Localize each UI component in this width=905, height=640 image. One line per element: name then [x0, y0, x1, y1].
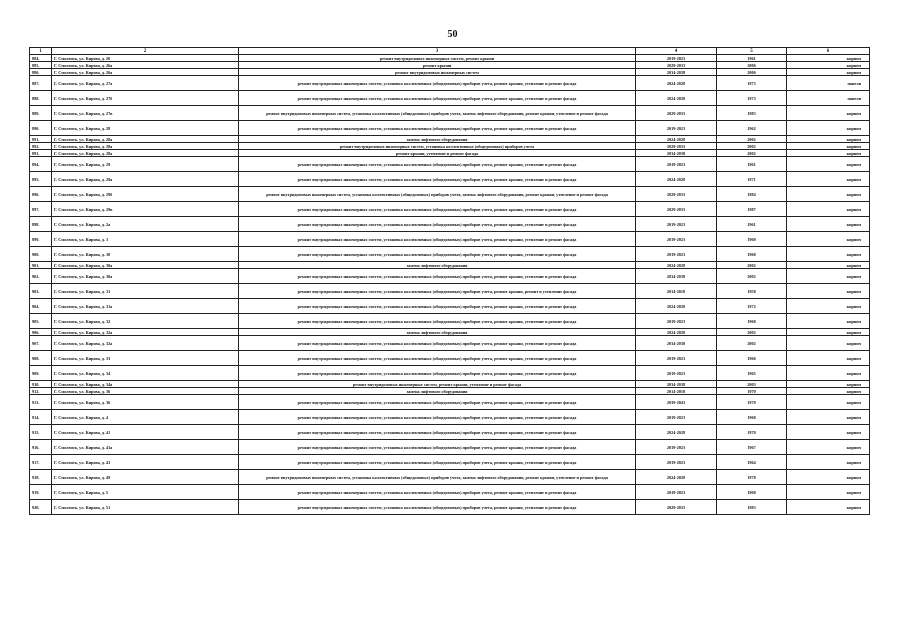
register-body	[30, 55, 870, 515]
row-build-year: 1960	[717, 314, 787, 329]
table-row	[30, 232, 870, 247]
row-wall-material: кирпич	[787, 106, 870, 121]
table-row	[30, 106, 870, 121]
table-row	[30, 284, 870, 299]
row-wall-material: кирпич	[787, 150, 870, 157]
row-address: Г. Смоленск, ул. Кирова, д. 28а	[52, 136, 239, 143]
table-row	[30, 262, 870, 269]
row-wall-material: кирпич	[787, 366, 870, 381]
row-period: 2019-2023	[636, 314, 717, 329]
row-address: Г. Смоленск, ул. Кирова, д. 26а	[52, 69, 239, 76]
row-work-types: ремонт внутридомовых инженерных систем, установка коллективных (общедомовых) приборов учета, ремонт крыши, утепление и ремонт фасада	[239, 425, 636, 440]
row-build-year: 1962	[717, 121, 787, 136]
table-row	[30, 62, 870, 69]
row-period: 2019-2023	[636, 247, 717, 262]
row-build-year: 2002	[717, 336, 787, 351]
table-row	[30, 269, 870, 284]
table-row	[30, 440, 870, 455]
row-number: 903.	[30, 284, 52, 299]
row-wall-material: кирпич	[787, 388, 870, 395]
row-build-year: 1958	[717, 284, 787, 299]
row-work-types: замена лифтового оборудования	[239, 388, 636, 395]
row-number: 904.	[30, 299, 52, 314]
row-build-year: 1983	[717, 500, 787, 515]
table-row	[30, 455, 870, 470]
row-wall-material: кирпич	[787, 232, 870, 247]
row-period: 2019-2023	[636, 55, 717, 62]
table-row	[30, 217, 870, 232]
column-header: 6	[787, 48, 870, 55]
row-wall-material: кирпич	[787, 500, 870, 515]
row-period: 2034-2038	[636, 150, 717, 157]
row-number: 895.	[30, 172, 52, 187]
row-number: 914.	[30, 410, 52, 425]
row-number: 887.	[30, 76, 52, 91]
row-period: 2024-2028	[636, 470, 717, 485]
row-work-types: ремонт внутридомовых инженерных систем, ремонт крыши, утепление и ремонт фасада	[239, 381, 636, 388]
row-wall-material: кирпич	[787, 269, 870, 284]
row-wall-material: кирпич	[787, 440, 870, 455]
row-build-year: 1987	[717, 202, 787, 217]
row-period: 2019-2023	[636, 410, 717, 425]
row-address: Г. Смоленск, ул. Кирова, д. 27в	[52, 106, 239, 121]
row-build-year: 1961	[717, 55, 787, 62]
register-table	[29, 47, 870, 515]
row-build-year: 1967	[717, 440, 787, 455]
row-period: 2019-2023	[636, 232, 717, 247]
table-row	[30, 395, 870, 410]
row-wall-material: кирпич	[787, 69, 870, 76]
row-period: 2019-2023	[636, 485, 717, 500]
row-number: 900.	[30, 247, 52, 262]
row-work-types: ремонт внутридомовых инженерных систем, установка коллективных (общедомовых) приборов учета, ремонт крыши, утепление и ремонт фасада	[239, 485, 636, 500]
row-period: 2029-2033	[636, 500, 717, 515]
row-address: Г. Смоленск, ул. Кирова, д. 36	[52, 388, 239, 395]
column-header: 3	[239, 48, 636, 55]
table-row	[30, 55, 870, 62]
row-build-year: 1973	[717, 76, 787, 91]
row-address: Г. Смоленск, ул. Кирова, д. 29в	[52, 202, 239, 217]
row-period: 2019-2023	[636, 440, 717, 455]
row-work-types: ремонт внутридомовых инженерных систем, ремонт крыши	[239, 55, 636, 62]
row-number: 899.	[30, 232, 52, 247]
row-number: 890.	[30, 121, 52, 136]
row-build-year: 1966	[717, 351, 787, 366]
row-number: 885.	[30, 62, 52, 69]
row-work-types: ремонт внутридомовых инженерных систем, установка коллективных (общедомовых) приборов учета, ремонт крыши, утепление и ремонт фасада	[239, 76, 636, 91]
row-work-types: ремонт внутридомовых инженерных систем, установка коллективных (общедомовых) приборов учета, замена лифтового оборудования, ремонт крыши, утепление и ремонт фасада	[239, 470, 636, 485]
row-wall-material: кирпич	[787, 381, 870, 388]
row-work-types: ремонт внутридомовых инженерных систем, установка коллективных (общедомовых) приборов учета, ремонт крыши, утепление и ремонт фасада	[239, 410, 636, 425]
row-number: 892.	[30, 143, 52, 150]
row-period: 2024-2028	[636, 91, 717, 106]
row-address: Г. Смоленск, ул. Кирова, д. 5	[52, 485, 239, 500]
row-wall-material: кирпич	[787, 262, 870, 269]
table-row	[30, 299, 870, 314]
row-work-types: ремонт внутридомовых инженерных систем, установка коллективных (общедомовых) приборов учета, ремонт крыши, утепление и ремонт фасада	[239, 366, 636, 381]
table-row	[30, 351, 870, 366]
row-number: 888.	[30, 91, 52, 106]
row-wall-material: кирпич	[787, 136, 870, 143]
row-number: 893.	[30, 150, 52, 157]
row-period: 2034-2038	[636, 336, 717, 351]
row-number: 917.	[30, 455, 52, 470]
row-work-types: ремонт внутридомовых инженерных систем, установка коллективных (общедомовых) приборов учета, ремонт крыши, утепление и ремонт фасада	[239, 455, 636, 470]
row-wall-material: кирпич	[787, 470, 870, 485]
row-number: 918.	[30, 470, 52, 485]
row-work-types: ремонт внутридомовых инженерных систем, установка коллективных (общедомовых) приборов учета, ремонт крыши, утепление и ремонт фасада	[239, 247, 636, 262]
row-address: Г. Смоленск, ул. Кирова, д. 4	[52, 410, 239, 425]
row-work-types: замена лифтового оборудования	[239, 262, 636, 269]
row-build-year: 2006	[717, 62, 787, 69]
row-work-types: замена лифтового оборудования	[239, 136, 636, 143]
row-number: 910.	[30, 381, 52, 388]
row-build-year: 2003	[717, 381, 787, 388]
row-address: Г. Смоленск, ул. Кирова, д. 34а	[52, 381, 239, 388]
row-address: Г. Смоленск, ул. Кирова, д. 41	[52, 425, 239, 440]
row-build-year: 2002	[717, 269, 787, 284]
row-address: Г. Смоленск, ул. Кирова, д. 28	[52, 121, 239, 136]
row-wall-material: панели	[787, 91, 870, 106]
row-address: Г. Смоленск, ул. Кирова, д. 26	[52, 55, 239, 62]
row-address: Г. Смоленск, ул. Кирова, д. 51	[52, 500, 239, 515]
row-wall-material: кирпич	[787, 455, 870, 470]
row-build-year: 1972	[717, 299, 787, 314]
row-address: Г. Смоленск, ул. Кирова, д. 29б	[52, 187, 239, 202]
row-number: 891.	[30, 136, 52, 143]
row-wall-material: кирпич	[787, 410, 870, 425]
row-build-year: 1960	[717, 247, 787, 262]
row-period: 2029-2033	[636, 106, 717, 121]
table-row	[30, 336, 870, 351]
row-address: Г. Смоленск, ул. Кирова, д. 31	[52, 284, 239, 299]
table-row	[30, 314, 870, 329]
row-work-types: замена лифтового оборудования	[239, 329, 636, 336]
row-address: Г. Смоленск, ул. Кирова, д. 32а	[52, 329, 239, 336]
row-build-year: 2002	[717, 262, 787, 269]
row-build-year: 2002	[717, 150, 787, 157]
row-period: 2024-2028	[636, 329, 717, 336]
row-number: 916.	[30, 440, 52, 455]
row-build-year: 1970	[717, 395, 787, 410]
row-period: 2039-2043	[636, 395, 717, 410]
row-period: 2024-2028	[636, 262, 717, 269]
row-wall-material: кирпич	[787, 299, 870, 314]
row-period: 2019-2023	[636, 351, 717, 366]
row-build-year: 1960	[717, 485, 787, 500]
row-address: Г. Смоленск, ул. Кирова, д. 26а	[52, 62, 239, 69]
row-period: 2024-2028	[636, 76, 717, 91]
row-work-types: ремонт внутридомовых инженерных систем, установка коллективных (общедомовых) приборов учета, замена лифтового оборудования, ремонт крыши, утепление и ремонт фасада	[239, 187, 636, 202]
row-number: 907.	[30, 336, 52, 351]
row-wall-material: кирпич	[787, 284, 870, 299]
row-work-types: ремонт внутридомовых инженерных систем, установка коллективных (общедомовых) приборов учета, ремонт крыши, утепление и ремонт фасада	[239, 91, 636, 106]
table-row	[30, 172, 870, 187]
row-address: Г. Смоленск, ул. Кирова, д. 36	[52, 395, 239, 410]
row-address: Г. Смоленск, ул. Кирова, д. 27а	[52, 76, 239, 91]
row-period: 2024-2028	[636, 172, 717, 187]
row-build-year: 2002	[717, 143, 787, 150]
row-wall-material: кирпич	[787, 55, 870, 62]
row-address: Г. Смоленск, ул. Кирова, д. 3	[52, 232, 239, 247]
row-address: Г. Смоленск, ул. Кирова, д. 49	[52, 470, 239, 485]
table-row	[30, 410, 870, 425]
row-number: 909.	[30, 366, 52, 381]
row-work-types: ремонт внутридомовых инженерных систем, установка коллективных (общедомовых) приборов учета, ремонт крыши, утепление и ремонт фасада	[239, 440, 636, 455]
row-address: Г. Смоленск, ул. Кирова, д. 29	[52, 157, 239, 172]
row-build-year: 1983	[717, 106, 787, 121]
row-wall-material: кирпич	[787, 351, 870, 366]
table-row	[30, 485, 870, 500]
row-period: 2014-2018	[636, 284, 717, 299]
table-row	[30, 143, 870, 150]
table-row	[30, 150, 870, 157]
row-address: Г. Смоленск, ул. Кирова, д. 30а	[52, 262, 239, 269]
row-build-year: 1984	[717, 187, 787, 202]
row-address: Г. Смоленск, ул. Кирова, д. 34	[52, 366, 239, 381]
row-address: Г. Смоленск, ул. Кирова, д. 32	[52, 314, 239, 329]
row-number: 905.	[30, 314, 52, 329]
row-work-types: ремонт крыши, утепление и ремонт фасада	[239, 150, 636, 157]
row-work-types: ремонт внутридомовых инженерных систем, установка коллективных (общедомовых) приборов учета, ремонт крыши, утепление и ремонт фасада	[239, 202, 636, 217]
row-period: 2024-2028	[636, 136, 717, 143]
table-row	[30, 157, 870, 172]
row-number: 919.	[30, 485, 52, 500]
row-number: 896.	[30, 187, 52, 202]
row-build-year: 2002	[717, 329, 787, 336]
table-row	[30, 381, 870, 388]
row-work-types: ремонт внутридомовых инженерных систем, установка коллективных (общедомовых) приборов учета, ремонт крыши, утепление и ремонт фасада	[239, 121, 636, 136]
row-number: 894.	[30, 157, 52, 172]
row-wall-material: кирпич	[787, 217, 870, 232]
row-wall-material: кирпич	[787, 62, 870, 69]
row-build-year: 2006	[717, 69, 787, 76]
row-address: Г. Смоленск, ул. Кирова, д. 27б	[52, 91, 239, 106]
row-build-year: 1965	[717, 366, 787, 381]
row-build-year: 1960	[717, 232, 787, 247]
row-number: 897.	[30, 202, 52, 217]
row-address: Г. Смоленск, ул. Кирова, д. 29а	[52, 172, 239, 187]
row-number: 886.	[30, 69, 52, 76]
table-row	[30, 91, 870, 106]
table-row	[30, 388, 870, 395]
row-work-types: ремонт внутридомовых инженерных систем, установка коллективных (общедомовых) приборов учета, ремонт крыши, ремонт и утепление фасада	[239, 284, 636, 299]
row-period: 2019-2023	[636, 366, 717, 381]
row-period: 2019-2023	[636, 455, 717, 470]
row-address: Г. Смоленск, ул. Кирова, д. 41а	[52, 440, 239, 455]
row-address: Г. Смоленск, ул. Кирова, д. 30	[52, 247, 239, 262]
row-work-types: ремонт внутридомовых инженерных систем, установка коллективных (общедомовых) приборов учета, замена лифтового оборудования, ремонт крыши, утепление и ремонт фасада	[239, 106, 636, 121]
row-address: Г. Смоленск, ул. Кирова, д. 31а	[52, 299, 239, 314]
table-row	[30, 76, 870, 91]
table-row	[30, 500, 870, 515]
row-build-year: 2002	[717, 136, 787, 143]
row-work-types: ремонт внутридомовых инженерных систем, установка коллективных (общедомовых) приборов учета	[239, 143, 636, 150]
row-wall-material: кирпич	[787, 143, 870, 150]
row-build-year: 1970	[717, 388, 787, 395]
row-address: Г. Смоленск, ул. Кирова, д. 33	[52, 351, 239, 366]
row-number: 912.	[30, 388, 52, 395]
row-wall-material: кирпич	[787, 329, 870, 336]
row-work-types: ремонт внутридомовых инженерных систем, установка коллективных (общедомовых) приборов учета, ремонт крыши, утепление и ремонт фасада	[239, 157, 636, 172]
row-address: Г. Смоленск, ул. Кирова, д. 43	[52, 455, 239, 470]
row-address: Г. Смоленск, ул. Кирова, д. 32а	[52, 336, 239, 351]
row-build-year: 1961	[717, 157, 787, 172]
row-period: 2034-2038	[636, 69, 717, 76]
row-number: 913.	[30, 395, 52, 410]
row-number: 884.	[30, 55, 52, 62]
table-row	[30, 69, 870, 76]
row-number: 915.	[30, 425, 52, 440]
row-wall-material: кирпич	[787, 172, 870, 187]
table-row	[30, 366, 870, 381]
row-number: 920.	[30, 500, 52, 515]
row-wall-material: кирпич	[787, 314, 870, 329]
row-build-year: 1970	[717, 425, 787, 440]
row-wall-material: панели	[787, 76, 870, 91]
row-wall-material: кирпич	[787, 121, 870, 136]
table-row	[30, 187, 870, 202]
row-build-year: 1961	[717, 217, 787, 232]
table-row	[30, 425, 870, 440]
row-number: 889.	[30, 106, 52, 121]
row-work-types: ремонт внутридомовых инженерных систем, установка коллективных (общедомовых) приборов учета, ремонт крыши, утепление и ремонт фасада	[239, 314, 636, 329]
table-row	[30, 121, 870, 136]
row-address: Г. Смоленск, ул. Кирова, д. 28а	[52, 143, 239, 150]
row-wall-material: кирпич	[787, 485, 870, 500]
column-header: 2	[52, 48, 239, 55]
table-row	[30, 247, 870, 262]
row-period: 2024-2028	[636, 425, 717, 440]
header-row	[30, 48, 870, 55]
table-row	[30, 202, 870, 217]
row-wall-material: кирпич	[787, 187, 870, 202]
row-period: 2024-2028	[636, 299, 717, 314]
row-work-types: ремонт внутридомовых инженерных систем, установка коллективных (общедомовых) приборов учета, ремонт крыши, утепление и ремонт фасада	[239, 395, 636, 410]
row-work-types: ремонт внутридомовых инженерных систем, установка коллективных (общедомовых) приборов учета, ремонт крыши, утепление и ремонт фасада	[239, 217, 636, 232]
row-period: 2029-2033	[636, 62, 717, 69]
row-number: 898.	[30, 217, 52, 232]
row-period: 2029-2033	[636, 143, 717, 150]
column-header: 4	[636, 48, 717, 55]
table-row	[30, 470, 870, 485]
row-wall-material: кирпич	[787, 425, 870, 440]
row-build-year: 1971	[717, 172, 787, 187]
row-number: 901.	[30, 262, 52, 269]
row-period: 2019-2023	[636, 121, 717, 136]
row-work-types: ремонт внутридомовых инженерных систем, установка коллективных (общедомовых) приборов учета, ремонт крыши, утепление и ремонт фасада	[239, 232, 636, 247]
page-number: 50	[447, 29, 458, 40]
row-period: 2029-2033	[636, 187, 717, 202]
row-address: Г. Смоленск, ул. Кирова, д. 28а	[52, 150, 239, 157]
column-header: 1	[30, 48, 52, 55]
column-header: 5	[717, 48, 787, 55]
row-build-year: 1973	[717, 91, 787, 106]
row-period: 2019-2023	[636, 157, 717, 172]
row-wall-material: кирпич	[787, 247, 870, 262]
row-work-types: ремонт внутридомовых инженерных систем, установка коллективных (общедомовых) приборов учета, ремонт крыши, утепление и ремонт фасада	[239, 351, 636, 366]
row-wall-material: кирпич	[787, 395, 870, 410]
row-address: Г. Смоленск, ул. Кирова, д. 30а	[52, 269, 239, 284]
table-row	[30, 329, 870, 336]
row-work-types: ремонт внутридомовых инженерных систем, установка коллективных (общедомовых) приборов учета, ремонт крыши, утепление и ремонт фасада	[239, 172, 636, 187]
row-work-types: ремонт внутридомовых инженерных систем, установка коллективных (общедомовых) приборов учета, ремонт крыши, утепление и ремонт фасада	[239, 269, 636, 284]
row-period: 2034-2038	[636, 269, 717, 284]
row-period: 2029-2033	[636, 202, 717, 217]
row-build-year: 1978	[717, 470, 787, 485]
row-work-types: ремонт внутридомовых инженерных систем	[239, 69, 636, 76]
row-period: 2014-2018	[636, 388, 717, 395]
row-wall-material: кирпич	[787, 202, 870, 217]
row-work-types: ремонт внутридомовых инженерных систем, установка коллективных (общедомовых) приборов учета, ремонт крыши, утепление и ремонт фасада	[239, 336, 636, 351]
row-number: 902.	[30, 269, 52, 284]
row-work-types: ремонт внутридомовых инженерных систем, установка коллективных (общедомовых) приборов учета, ремонт крыши, утепление и ремонт фасада	[239, 299, 636, 314]
row-wall-material: кирпич	[787, 157, 870, 172]
row-work-types: ремонт крыши	[239, 62, 636, 69]
row-work-types: ремонт внутридомовых инженерных систем, установка коллективных (общедомовых) приборов учета, ремонт крыши, утепление и ремонт фасада	[239, 500, 636, 515]
row-period: 2034-2038	[636, 381, 717, 388]
row-build-year: 1964	[717, 455, 787, 470]
row-address: Г. Смоленск, ул. Кирова, д. 2а	[52, 217, 239, 232]
table-row	[30, 136, 870, 143]
row-build-year: 1960	[717, 410, 787, 425]
row-number: 906.	[30, 329, 52, 336]
row-number: 908.	[30, 351, 52, 366]
row-wall-material: кирпич	[787, 336, 870, 351]
row-period: 2019-2023	[636, 217, 717, 232]
